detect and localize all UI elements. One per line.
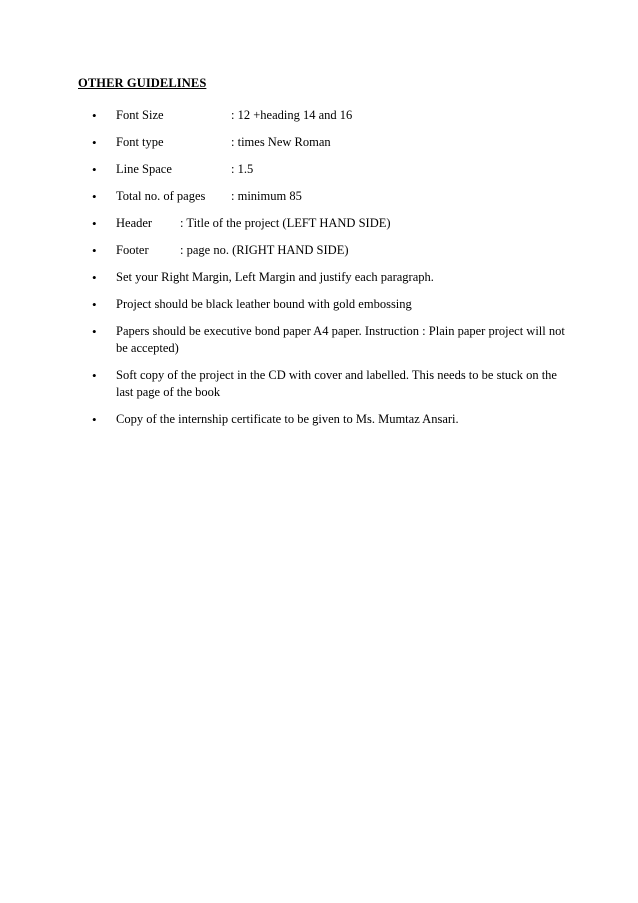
item-value: : 12 +heading 14 and 16 (231, 108, 353, 122)
item-text: Project should be black leather bound with gold embossing (116, 297, 412, 311)
bullet-icon (92, 323, 106, 340)
item-value: : page no. (RIGHT HAND SIDE) (180, 243, 349, 257)
bullet-icon (92, 367, 106, 384)
bullet-icon (92, 107, 106, 124)
item-value: : times New Roman (231, 135, 331, 149)
item-label: Footer (116, 243, 149, 257)
bullet-icon (92, 242, 106, 259)
item-label: Total no. of pages (116, 189, 206, 203)
item-text: Copy of the internship certificate to be given to Ms. Mumtaz Ansari. (116, 412, 459, 426)
item-value: : Title of the project (LEFT HAND SIDE) (180, 216, 391, 230)
item-value: : minimum 85 (231, 189, 302, 203)
item-text: Set your Right Margin, Left Margin and justify each paragraph. (116, 270, 434, 284)
bullet-icon (92, 269, 106, 286)
bullet-icon (92, 215, 106, 232)
item-value: : 1.5 (231, 162, 254, 176)
section-heading: OTHER GUIDELINES (78, 76, 207, 90)
item-text: Papers should be executive bond paper A4 paper. Instruction : Plain paper project will not be accepted) (116, 324, 565, 355)
bullet-icon (92, 188, 106, 205)
item-text: Soft copy of the project in the CD with cover and labelled. This needs to be stuck on the last page of the book (116, 368, 557, 399)
bullet-icon (92, 411, 106, 428)
bullet-icon (92, 296, 106, 313)
item-label: Font type (116, 135, 164, 149)
bullet-icon (92, 161, 106, 178)
bullet-icon (92, 134, 106, 151)
item-label: Font Size (116, 108, 164, 122)
item-label: Line Space (116, 162, 172, 176)
item-label: Header (116, 216, 153, 230)
